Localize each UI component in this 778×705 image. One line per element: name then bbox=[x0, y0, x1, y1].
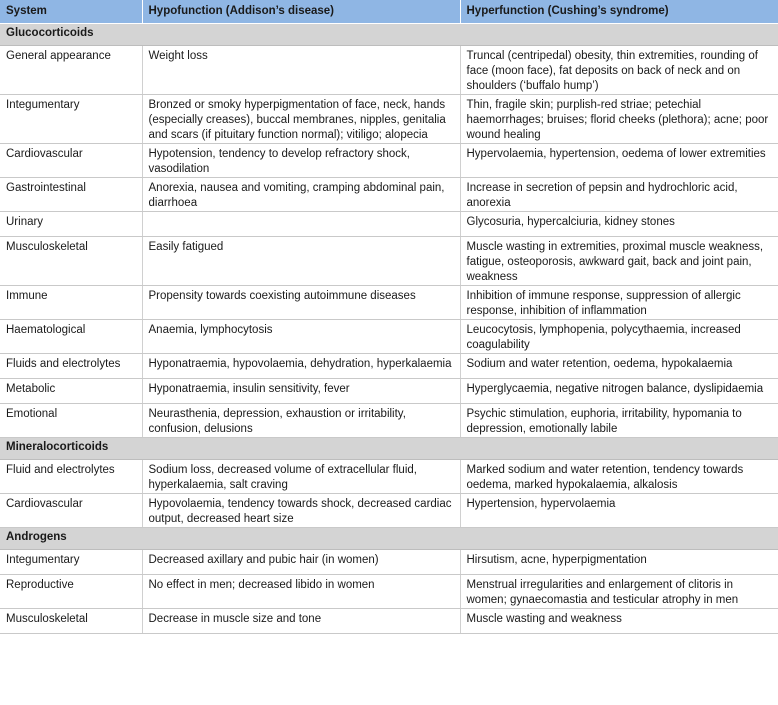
table-row bbox=[0, 46, 778, 95]
system-cell: Urinary bbox=[0, 212, 142, 237]
hypofunction-cell: Hyponatraemia, hypovolaemia, dehydration, hyperkalaemia bbox=[142, 354, 460, 379]
hypofunction-cell: Decrease in muscle size and tone bbox=[142, 609, 460, 634]
hyperfunction-cell: Marked sodium and water retention, tendency towards oedema, marked hypokalaemia, alkalosis bbox=[460, 460, 778, 494]
table-row bbox=[0, 144, 778, 178]
table-row bbox=[0, 286, 778, 320]
hypofunction-cell: Neurasthenia, depression, exhaustion or irritability, confusion, delusions bbox=[142, 404, 460, 438]
hypofunction-cell: Hyponatraemia, insulin sensitivity, fever bbox=[142, 379, 460, 404]
hypofunction-cell: Easily fatigued bbox=[142, 237, 460, 286]
system-cell: General appearance bbox=[0, 46, 142, 95]
hyperfunction-cell: Glycosuria, hypercalciuria, kidney stones bbox=[460, 212, 778, 237]
system-cell: Immune bbox=[0, 286, 142, 320]
header-row bbox=[0, 0, 778, 24]
hyperfunction-cell: Hirsutism, acne, hyperpigmentation bbox=[460, 550, 778, 575]
header-system: System bbox=[0, 0, 142, 24]
hyperfunction-cell: Hypertension, hypervolaemia bbox=[460, 494, 778, 528]
system-cell: Cardiovascular bbox=[0, 494, 142, 528]
table-row bbox=[0, 550, 778, 575]
hypofunction-cell: Decreased axillary and pubic hair (in women) bbox=[142, 550, 460, 575]
table-row bbox=[0, 609, 778, 634]
table-row bbox=[0, 95, 778, 144]
hyperfunction-cell: Muscle wasting in extremities, proximal muscle weakness, fatigue, osteoporosis, awkward gait, back and joint pain, weakness bbox=[460, 237, 778, 286]
table-row bbox=[0, 354, 778, 379]
system-cell: Emotional bbox=[0, 404, 142, 438]
table-row bbox=[0, 404, 778, 438]
section-row bbox=[0, 24, 778, 46]
system-cell: Metabolic bbox=[0, 379, 142, 404]
hyperfunction-cell: Thin, fragile skin; purplish-red striae; petechial haemorrhages; bruises; florid cheeks (plethora); acne; poor wound healing bbox=[460, 95, 778, 144]
table-row bbox=[0, 237, 778, 286]
system-cell: Musculoskeletal bbox=[0, 609, 142, 634]
hyperfunction-cell: Hyperglycaemia, negative nitrogen balance, dyslipidaemia bbox=[460, 379, 778, 404]
system-cell: Haematological bbox=[0, 320, 142, 354]
section-row bbox=[0, 528, 778, 550]
header-hyperfunction: Hyperfunction (Cushing’s syndrome) bbox=[460, 0, 778, 24]
hypofunction-cell bbox=[142, 212, 460, 237]
section-row bbox=[0, 438, 778, 460]
hyperfunction-cell: Sodium and water retention, oedema, hypokalaemia bbox=[460, 354, 778, 379]
hypofunction-cell: Sodium loss, decreased volume of extracellular fluid, hyperkalaemia, salt craving bbox=[142, 460, 460, 494]
table-row bbox=[0, 575, 778, 609]
table-row bbox=[0, 178, 778, 212]
hypofunction-cell: Bronzed or smoky hyperpigmentation of face, neck, hands (especially creases), buccal membranes, nipples, genitalia and scars (if pituitary function normal); vitiligo; alopecia bbox=[142, 95, 460, 144]
system-cell: Gastrointestinal bbox=[0, 178, 142, 212]
table-row bbox=[0, 379, 778, 404]
system-cell: Integumentary bbox=[0, 95, 142, 144]
system-cell: Reproductive bbox=[0, 575, 142, 609]
system-cell: Cardiovascular bbox=[0, 144, 142, 178]
hyperfunction-cell: Inhibition of immune response, suppression of allergic response, inhibition of inflammation bbox=[460, 286, 778, 320]
system-cell: Fluid and electrolytes bbox=[0, 460, 142, 494]
hypofunction-cell: Anaemia, lymphocytosis bbox=[142, 320, 460, 354]
table-row bbox=[0, 320, 778, 354]
hyperfunction-cell: Truncal (centripedal) obesity, thin extremities, rounding of face (moon face), fat deposits on back of neck and on shoulders (‘buffalo hump’) bbox=[460, 46, 778, 95]
section-title: Androgens bbox=[0, 528, 778, 550]
system-cell: Fluids and electrolytes bbox=[0, 354, 142, 379]
hypofunction-cell: No effect in men; decreased libido in women bbox=[142, 575, 460, 609]
hypofunction-cell: Hypovolaemia, tendency towards shock, decreased cardiac output, decreased heart size bbox=[142, 494, 460, 528]
section-title: Glucocorticoids bbox=[0, 24, 778, 46]
system-cell: Integumentary bbox=[0, 550, 142, 575]
table-row bbox=[0, 460, 778, 494]
hyperfunction-cell: Hypervolaemia, hypertension, oedema of lower extremities bbox=[460, 144, 778, 178]
hyperfunction-cell: Psychic stimulation, euphoria, irritability, hypomania to depression, emotionally labile bbox=[460, 404, 778, 438]
hyperfunction-cell: Menstrual irregularities and enlargement of clitoris in women; gynaecomastia and testicular atrophy in men bbox=[460, 575, 778, 609]
hyperfunction-cell: Muscle wasting and weakness bbox=[460, 609, 778, 634]
hypofunction-cell: Propensity towards coexisting autoimmune diseases bbox=[142, 286, 460, 320]
system-cell: Musculoskeletal bbox=[0, 237, 142, 286]
hypofunction-cell: Anorexia, nausea and vomiting, cramping abdominal pain, diarrhoea bbox=[142, 178, 460, 212]
hypofunction-cell: Hypotension, tendency to develop refractory shock, vasodilation bbox=[142, 144, 460, 178]
table-row bbox=[0, 494, 778, 528]
section-title: Mineralocorticoids bbox=[0, 438, 778, 460]
hypofunction-cell: Weight loss bbox=[142, 46, 460, 95]
hyperfunction-cell: Leucocytosis, lymphopenia, polycythaemia, increased coagulability bbox=[460, 320, 778, 354]
header-hypofunction: Hypofunction (Addison’s disease) bbox=[142, 0, 460, 24]
hyperfunction-cell: Increase in secretion of pepsin and hydrochloric acid, anorexia bbox=[460, 178, 778, 212]
table-row bbox=[0, 212, 778, 237]
